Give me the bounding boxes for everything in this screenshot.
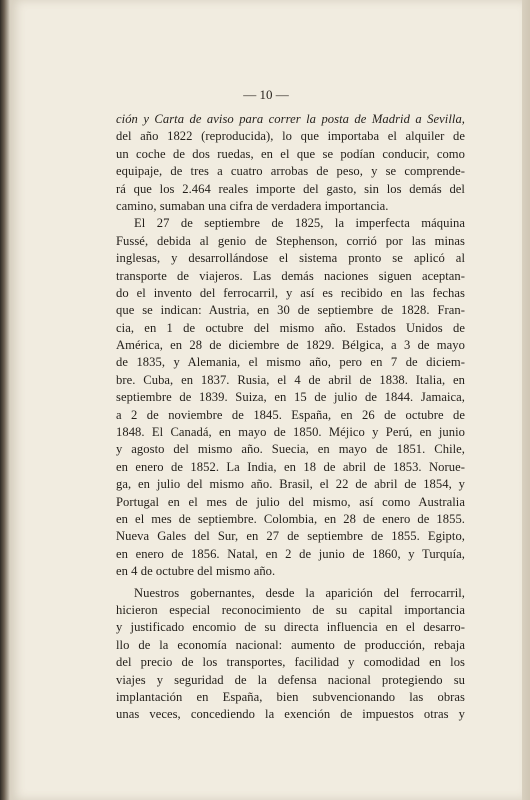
text-line: que se indican: Austria, en 30 de septiembre de 1828. Fran-: [116, 303, 465, 318]
text-line: América, en 28 de diciembre de 1829. Bélgica, a 3 de mayo: [116, 338, 465, 353]
text-line: y justificado encomio de su directa influencia en el desarro-: [116, 620, 465, 635]
text-line: ga, en julio del mismo año. Brasil, el 22 de abril de 1854, y: [116, 477, 465, 492]
text-line: a 2 de noviembre de 1845. España, en 26 de octubre de: [116, 407, 465, 422]
text-line: unas veces, concediendo la exención de impuestos otras y: [116, 707, 465, 722]
text-line: y agosto del mismo año. Suecia, en mayo de 1851. Chile,: [116, 442, 465, 457]
text-line: septiembre de 1839. Suiza, en 15 de julio de 1844. Jamaica,: [116, 390, 465, 405]
text-line: llo de la economía nacional: aumento de producción, rebaja: [116, 637, 465, 652]
text-line: Portugal en el mes de julio del mismo, así como Australia: [116, 494, 465, 509]
text-line: Nuestros gobernantes, desde la aparición del ferrocarril,: [134, 585, 465, 600]
book-page: [10, 0, 522, 800]
text-line: del precio de los transportes, facilidad y comodidad en los: [116, 655, 465, 670]
text-line: en enero de 1856. Natal, en 2 de junio de 1860, y Turquía,: [116, 546, 465, 561]
text-line: do el invento del ferrocarril, y así es recibido en las fechas: [116, 285, 465, 300]
body-text: [116, 111, 465, 724]
text-line: rá que los 2.464 reales importe del gasto, sin los demás del: [116, 181, 465, 196]
paragraph-1: [116, 111, 465, 215]
text-line: camino, sumaban una cifra de verdadera importancia.: [116, 198, 389, 213]
page-number: — 10 —: [243, 87, 289, 102]
paragraph-2: [116, 215, 465, 580]
text-line: 1848. El Canadá, en mayo de 1850. Méjico y Perú, en junio: [116, 425, 465, 440]
text-line: [116, 111, 465, 128]
text-line: viajes y seguridad de la defensa nacional protegiendo su: [116, 672, 465, 687]
text-line: bre. Cuba, en 1837. Rusia, el 4 de abril de 1838. Italia, en: [116, 372, 465, 387]
text-line-italic: ción y Carta de aviso para correr la posta de Madrid a Sevilla,: [116, 112, 465, 126]
text-line: Nueva Gales del Sur, en 27 de septiembre de 1855. Egipto,: [116, 529, 465, 544]
text-line: implantación en España, bien subvencionando las obras: [116, 689, 465, 704]
text-line: hicieron especial reconocimiento de su capital importancia: [116, 602, 465, 617]
text-line: del año 1822 (reproducida), lo que importaba el alquiler de: [116, 129, 465, 144]
text-line: en el mes de septiembre. Colombia, en 28 de enero de 1855.: [116, 511, 465, 526]
paragraph-3: [116, 585, 465, 724]
text-line: equipaje, de tres a cuatro arrobas de peso, y se comprende-: [116, 164, 465, 179]
text-line: un coche de dos ruedas, en el que se podían conducir, como: [116, 146, 465, 161]
text-line: de 1835, y Alemania, el mismo año, pero en 7 de diciem-: [116, 355, 465, 370]
text-line: en enero de 1852. La India, en 18 de abril de 1853. Norue-: [116, 459, 465, 474]
text-line: Fussé, debida al genio de Stephenson, corrió por las minas: [116, 233, 465, 248]
text-line: El 27 de septiembre de 1825, la imperfecta máquina: [134, 216, 465, 231]
text-line: transporte de viajeros. Las demás naciones siguen aceptan-: [116, 268, 465, 283]
text-line: cia, en 1 de octubre del mismo año. Estados Unidos de: [116, 320, 465, 335]
text-line: en 4 de octubre del mismo año.: [116, 564, 276, 579]
text-line: inglesas, y desarrollándose el sistema pronto se aplicó al: [116, 251, 465, 266]
